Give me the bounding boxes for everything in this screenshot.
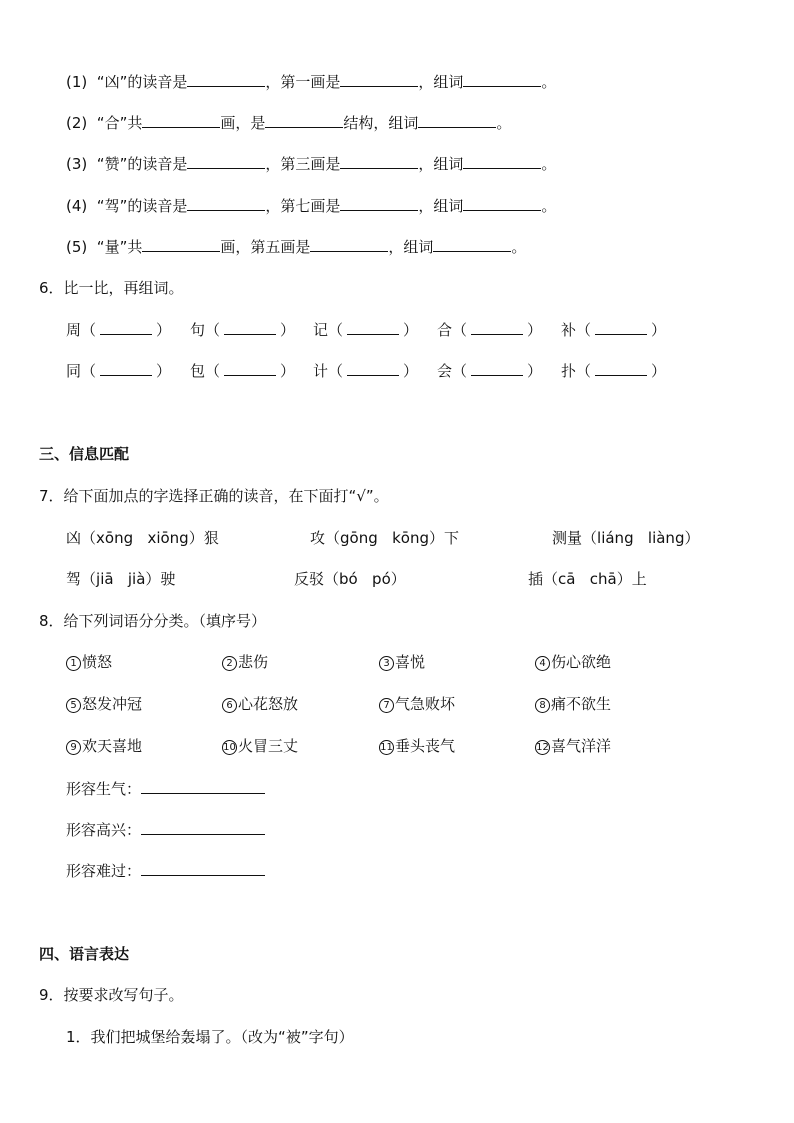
pinyin-option[interactable]: liàng [647, 529, 685, 547]
answer-blank[interactable] [471, 320, 523, 335]
q9-title: 9．按要求改写句子。 [39, 986, 184, 1004]
answer-blank[interactable] [265, 112, 343, 128]
word-item: 9 欢天喜地 [66, 736, 142, 756]
item-number: (1) [66, 73, 88, 91]
pinyin-choice: 插（cā chā）上 [528, 570, 647, 588]
pinyin-option[interactable]: liáng [597, 529, 634, 547]
answer-blank[interactable] [463, 195, 541, 211]
pinyin-choice: 凶（xōng xiōng）狠 [66, 529, 219, 547]
answer-blank[interactable] [433, 236, 511, 252]
compare-item: 同（ ） [66, 362, 172, 380]
compare-item: 记（ ） [313, 321, 419, 339]
pinyin-choice: 测量（liáng liàng） [552, 529, 700, 547]
category-happy: 形容高兴： [66, 819, 265, 840]
category-sad: 形容难过： [66, 860, 265, 881]
compare-item: 会（ ） [437, 362, 543, 380]
section-heading: 三、信息匹配 [39, 445, 130, 463]
compare-item: 周（ ） [66, 321, 172, 339]
item-number: (3) [66, 155, 88, 173]
circled-number: 10 [223, 742, 236, 753]
pinyin-option[interactable]: kōng [392, 529, 429, 547]
word-item: 3 喜悦 [379, 652, 425, 672]
answer-blank[interactable] [340, 153, 418, 169]
compare-item: 补（ ） [561, 321, 667, 339]
pinyin-choice: 反驳（bó pó） [294, 570, 406, 588]
word-item: 1 愤怒 [66, 652, 112, 672]
pinyin-option[interactable]: jià [127, 570, 146, 588]
compare-item: 合（ ） [437, 321, 543, 339]
pinyin-option[interactable]: xōng [96, 529, 134, 547]
circled-number: 5 [66, 698, 81, 713]
q5-item-1: (1) “凶”的读音是 ，第一画是 ，组词 。 [66, 73, 557, 91]
word-item: 5 怒发冲冠 [66, 694, 142, 714]
answer-blank[interactable] [347, 320, 399, 335]
category-angry: 形容生气： [66, 778, 265, 799]
circled-number: 2 [222, 656, 237, 671]
q5-item-5: (5) “量”共 画，第五画是 ，组词 。 [66, 238, 527, 256]
item-number: (5) [66, 238, 88, 256]
circled-number: 1 [66, 656, 81, 671]
answer-blank[interactable] [224, 361, 276, 376]
pinyin-option[interactable]: xiōng [147, 529, 189, 547]
compare-item: 计（ ） [313, 362, 419, 380]
pinyin-option[interactable]: cā [558, 570, 576, 588]
word-item: 4 伤心欲绝 [535, 652, 611, 672]
word-item: 11 垂头丧气 [380, 737, 456, 755]
q8-title: 8．给下列词语分分类。（填序号） [39, 612, 267, 630]
answer-blank[interactable] [224, 320, 276, 335]
pinyin-option[interactable]: jiā [96, 570, 114, 588]
item-number: (4) [66, 197, 88, 215]
answer-blank[interactable] [142, 236, 220, 252]
circled-number: 4 [535, 656, 550, 671]
circled-number: 9 [66, 740, 81, 755]
word-item: 8 痛不欲生 [535, 694, 611, 714]
word-item: 10 火冒三丈 [223, 737, 299, 755]
q7-title: 7．给下面加点的字选择正确的读音，在下面打“√”。 [39, 487, 389, 505]
answer-blank[interactable] [187, 71, 265, 87]
word-item: 6 心花怒放 [222, 694, 298, 714]
answer-blank[interactable] [187, 195, 265, 211]
answer-blank[interactable] [463, 71, 541, 87]
answer-blank[interactable] [340, 71, 418, 87]
pinyin-option[interactable]: gōng [340, 529, 378, 547]
q6-title: 6．比一比，再组词。 [39, 279, 184, 297]
answer-blank[interactable] [595, 320, 647, 335]
answer-blank[interactable] [141, 778, 265, 794]
answer-blank[interactable] [310, 236, 388, 252]
answer-blank[interactable] [340, 195, 418, 211]
answer-blank[interactable] [100, 320, 152, 335]
circled-number: 8 [535, 698, 550, 713]
answer-blank[interactable] [463, 153, 541, 169]
answer-blank[interactable] [595, 361, 647, 376]
pinyin-option[interactable]: bó [339, 570, 358, 588]
answer-blank[interactable] [187, 153, 265, 169]
pinyin-option[interactable]: pó [372, 570, 391, 588]
q5-item-4: (4) “驾”的读音是 ，第七画是 ，组词 。 [66, 197, 557, 215]
circled-number: 12 [536, 742, 549, 753]
q5-item-2: (2) “合”共 画，是 结构，组词 。 [66, 114, 512, 132]
word-item: 7 气急败坏 [379, 694, 455, 714]
compare-item: 句（ ） [190, 321, 296, 339]
section-heading: 四、语言表达 [39, 945, 130, 963]
answer-blank[interactable] [418, 112, 496, 128]
answer-blank[interactable] [471, 361, 523, 376]
word-item: 2 悲伤 [222, 652, 268, 672]
answer-blank[interactable] [100, 361, 152, 376]
word-item: 12 喜气洋洋 [536, 737, 612, 755]
item-number: (2) [66, 114, 88, 132]
compare-item: 包（ ） [190, 362, 296, 380]
answer-blank[interactable] [142, 112, 220, 128]
circled-number: 7 [379, 698, 394, 713]
answer-blank[interactable] [347, 361, 399, 376]
pinyin-option[interactable]: chā [589, 570, 617, 588]
answer-blank[interactable] [141, 860, 265, 876]
circled-number: 6 [222, 698, 237, 713]
pinyin-choice: 驾（jiā jià）驶 [66, 570, 176, 588]
q5-item-3: (3) “赞”的读音是 ，第三画是 ，组词 。 [66, 155, 557, 173]
circled-number: 11 [380, 742, 393, 753]
answer-blank[interactable] [141, 819, 265, 835]
circled-number: 3 [379, 656, 394, 671]
pinyin-choice: 攻（gōng kōng）下 [310, 529, 460, 547]
q9-sub-1: 1．我们把城堡给轰塌了。（改为“被”字句） [66, 1028, 354, 1046]
compare-item: 扑（ ） [561, 362, 667, 380]
